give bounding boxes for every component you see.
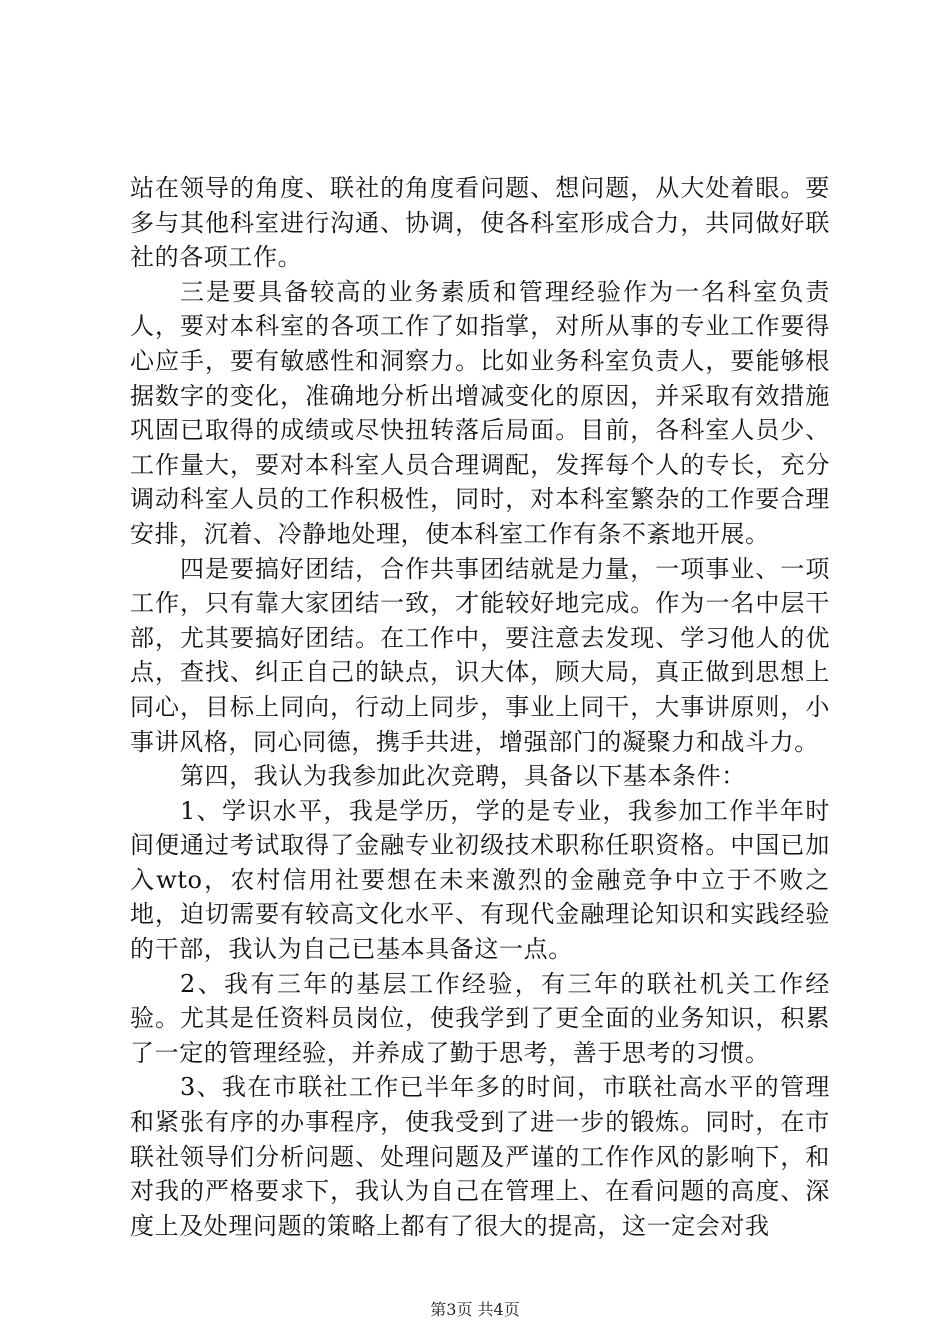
paragraph-unity: 四是要搞好团结，合作共事团结就是力量，一项事业、一项工作，只有靠大家团结一致，才能较好地完成。作为一名中层干部，尤其要搞好团结。在工作中，要注意去发现、学习他人的优点，查找、纠正自己的缺点，识大体，顾大局，真正做到思想上同心，目标上同向，行动上同步，事业上同干，大事讲原则，小事讲风格，同心同德，携手共进，增强部门的凝聚力和战斗力。 <box>130 554 830 756</box>
paragraph-condition-2: 2、我有三年的基层工作经验，有三年的联社机关工作经验。尤其是任资料员岗位，使我学到了更全面的业务知识，积累了一定的管理经验，并养成了勤于思考，善于思考的习惯。 <box>130 969 830 1067</box>
document-body <box>130 171 830 1243</box>
paragraph-condition-1: 1、学识水平，我是学历，学的是专业，我参加工作半年时间便通过考试取得了金融专业初级技术职称任职资格。中国已加入wto，农村信用社要想在未来激烈的金融竞争中立于不败之地，迫切需要有较高文化水平、有现代金融理论知识和实践经验的干部，我认为自己已基本具备这一点。 <box>130 796 830 964</box>
paragraph-continuation: 站在领导的角度、联社的角度看问题、想问题，从大处着眼。要多与其他科室进行沟通、协调，使各科室形成合力，共同做好联社的各项工作。 <box>130 174 830 272</box>
paragraph-condition-3: 3、我在市联社工作已半年多的时间，市联社高水平的管理和紧张有序的办事程序，使我受到了进一步的锻炼。同时，在市联社领导们分析问题、处理问题及严谨的工作作风的影响下，和对我的严格要求下，我认为自己在管理上、在看问题的高度、深度上及处理问题的策略上都有了很大的提高，这一定会对我 <box>130 1073 830 1240</box>
paragraph-business-quality: 三是要具备较高的业务素质和管理经验作为一名科室负责人，要对本科室的各项工作了如指掌，对所从事的专业工作要得心应手，要有敏感性和洞察力。比如业务科室负责人，要能够根据数字的变化，准确地分析出增减变化的原因，并采取有效措施巩固已取得的成绩或尽快扭转落后局面。目前，各科室人员少、工作量大，要对本科室人员合理调配，发挥每个人的专长，充分调动科室人员的工作积极性，同时，对本科室繁杂的工作要合理安排，沉着、冷静地处理，使本科室工作有条不紊地开展。 <box>130 277 830 548</box>
paragraph-fourth-heading: 第四，我认为我参加此次竞聘，具备以下基本条件： <box>180 762 746 791</box>
page-number-footer: 第3页 共4页 <box>430 1300 520 1319</box>
